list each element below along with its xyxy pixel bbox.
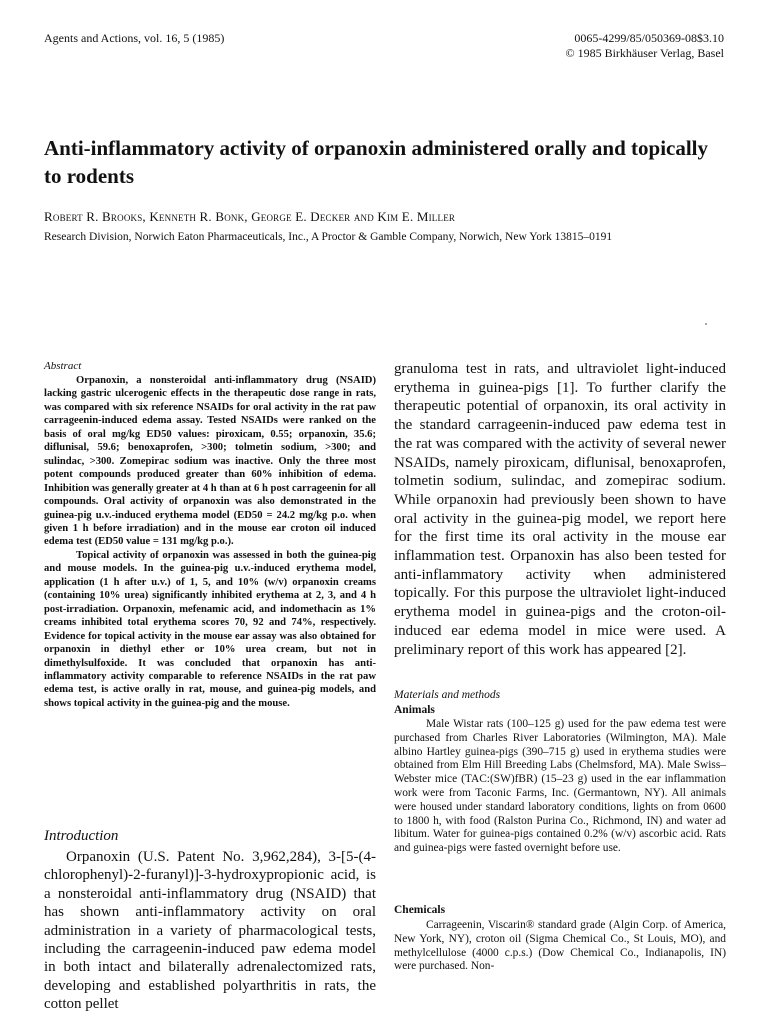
- author-list: Robert R. Brooks, Kenneth R. Bonk, George E. Decker and Kim E. Miller: [44, 209, 456, 224]
- journal-citation: Agents and Actions, vol. 16, 5 (1985): [44, 31, 225, 45]
- abstract-paragraph-2: Topical activity of orpanoxin was assessed in both the guinea-pig and mouse models. In the guinea-pig u.v.-induced erythema model, application (1 h after u.v.) of 1, 5, and 10% (w/v) orpanoxin creams (containing 10% urea) significantly inhibited erythema at 2, 3, and 4 h post-irradiation. Orpanoxin, mefenamic acid, and indomethacin as 1% creams inhibited total erythema scores 70, 92 and 74%, respectively. Evidence for topical activity in the mouse ear assay was also obtained for orpanoxin in diethyl ether or 10% urea cream, but not in dimethylsulfoxide. It was concluded that orpanoxin has anti-inflammatory activity comparable to reference NSAIDs in the rat paw edema test, is active orally in rat, mouse, and guinea-pig models, and shows topical activity in the guinea-pig and the mouse.: [44, 549, 376, 709]
- abstract-label: Abstract: [44, 360, 82, 372]
- introduction-heading: Introduction: [44, 828, 119, 844]
- copyright-line: © 1985 Birkhäuser Verlag, Basel: [565, 46, 724, 60]
- article-title: Anti-inflammatory activity of orpanoxin administered orally and topically to rodents: [44, 136, 709, 188]
- chemicals-paragraph: Carrageenin, Viscarin® standard grade (Algin Corp. of America, New York, NY), croton oil (Sigma Chemical Co., St Louis, MO), and methylcellulose (4000 c.p.s.) (Dow Chemical Co., Indianapolis, IN) were purchased. Non-: [394, 919, 726, 973]
- author-affiliation: Research Division, Norwich Eaton Pharmaceuticals, Inc., A Proctor & Gamble Company, Norwich, New York 13815–0191: [44, 231, 613, 243]
- animals-paragraph: Male Wistar rats (100–125 g) used for the paw edema test were purchased from Charles River Laboratories (Wilmington, MA). Male albino Hartley guinea-pigs (390–715 g) used in erythema studies were obtained from Elm Hill Breeding Labs (Chelmsford, MA). Male Swiss–Webster mice (TAC:(SW)fBR) (15–23 g) used in the ear inflammation work were from Taconic Farms, Inc. (Germantown, NY). All animals were housed under standard laboratory conditions, lights on from 0600 to 1800 h, with food (Ralston Purina Co., Richmond, IN) and water ad libitum. Water for guinea-pigs contained 0.2% (w/v) ascorbic acid. Rats and guinea-pigs were fasted overnight before use.: [394, 718, 726, 855]
- introduction-paragraph: Orpanoxin (U.S. Patent No. 3,962,284), 3-[5-(4-chlorophenyl)-2-furanyl)]-3-hydroxypropionic acid, is a nonsteroidal anti-inflammatory drug (NSAID) that has shown anti-inflammatory activity on oral administration in a variety of pharmacological tests, including the carrageenin-induced paw edema model in both intact and bilaterally adrenalectomized rats, developing and established polyarthritis in rats, the cotton pellet: [44, 849, 376, 1013]
- journal-code-block: [565, 31, 724, 61]
- abstract-body: [44, 374, 376, 710]
- abstract-paragraph-1: Orpanoxin, a nonsteroidal anti-inflammatory drug (NSAID) lacking gastric ulcerogenic effects in the therapeutic dose range in rats, was compared with six reference NSAIDs for oral activity in the rat paw carrageenin-induced edema assay. Tested NSAIDs were ranked on the basis of oral mg/kg ED50 values: piroxicam, 0.55; orpanoxin, 35.6; diflunisal, 59.6; benoxaprofen, >300; tolmetin sodium, >300; and sulindac, >300. Zomepirac sodium was inactive. Only the three most potent compounds produced greater than 60% inhibition of edema. Inhibition was generally greater at 4 h than at 6 h post carrageenin for all compounds. Oral activity of orpanoxin was also demonstrated in the guinea-pig u.v.-induced erythema model (ED50 = 24.2 mg/kg p.o. when given 1 h before irradiation) and in the mouse ear croton oil induced edema test (ED50 value = 131 mg/kg p.o.).: [44, 375, 376, 548]
- materials-methods-heading: Materials and methods: [394, 689, 501, 701]
- article-code: 0065-4299/85/050369-08$3.10: [574, 31, 724, 45]
- introduction-continued-paragraph: granuloma test in rats, and ultraviolet light-induced erythema in guinea-pigs [1]. To further clarify the therapeutic potential of orpanoxin, its oral activity in the standard carrageenin-induced paw edema test in the rat was compared with the activity of several newer NSAIDs, namely piroxicam, diflunisal, benoxaprofen, tolmetin sodium, sulindac, and zomepirac sodium. While orpanoxin had previously been shown to have oral activity in the guinea-pig model, we report here for the first time its oral activity in the mouse ear inflammation test. Orpanoxin has also been tested for anti-inflammatory activity when administered topically. For this purpose the ultraviolet light-induced erythema model in guinea-pigs and the croton-oil-induced ear edema model in mice were used. A preliminary report of this work has appeared [2].: [394, 361, 726, 658]
- animals-heading: Animals: [394, 704, 435, 716]
- print-speck: [705, 323, 707, 325]
- chemicals-heading: Chemicals: [394, 904, 446, 916]
